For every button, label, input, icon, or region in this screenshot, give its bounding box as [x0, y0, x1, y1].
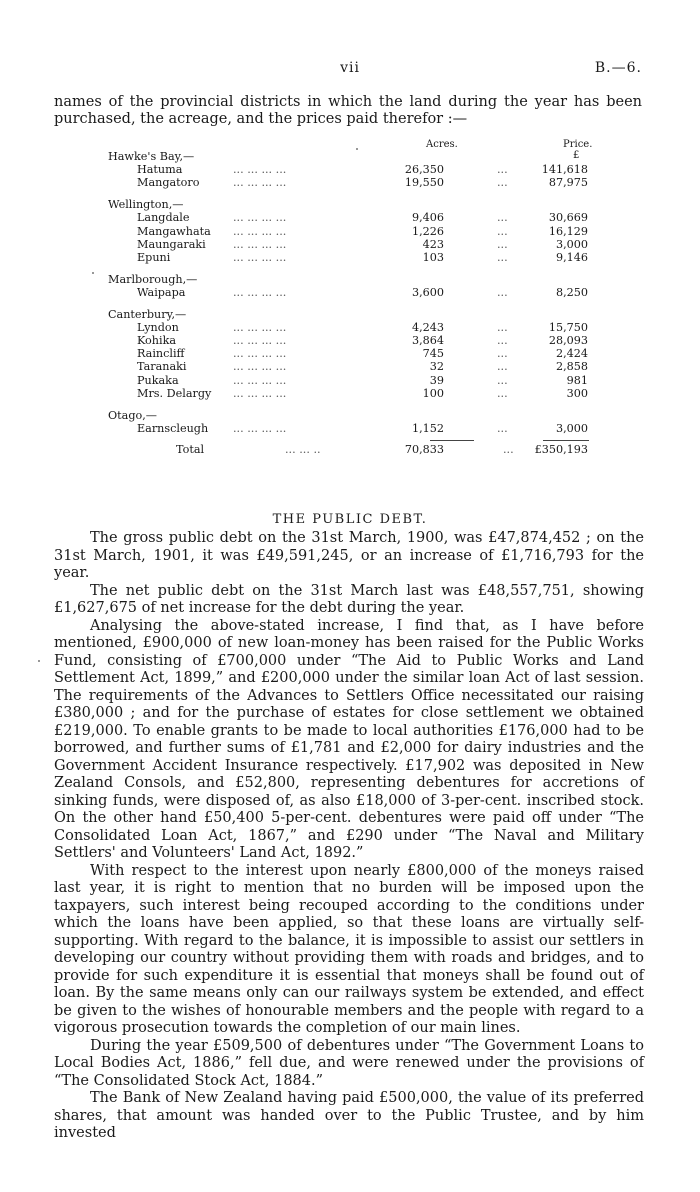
acres-value: 32 [429, 360, 444, 374]
leader-dots: ... ... ... ... [233, 373, 287, 387]
leader-dots: ... [497, 347, 508, 361]
district-name: Wellington,— [108, 198, 184, 212]
price-value: 2,858 [555, 360, 588, 374]
paragraph: The gross public debt on the 31st March, 1900, was £47,874,452 ; on the 31st March, 1901, it was £49,591,245, or an increase of £1,716,793 for the year. [54, 530, 644, 581]
acres-value: 1,226 [411, 224, 444, 238]
paragraph: The Bank of New Zealand having paid £500,000, the value of its preferred shares, that amount was handed over to the Public Trustee, and by him invested [54, 1090, 644, 1141]
price-value: 981 [566, 373, 588, 387]
table-row [0, 225, 700, 239]
leader-dots: ... ... ... ... [233, 347, 287, 361]
leader-dots: ... ... ... ... [233, 237, 287, 251]
table-row [0, 211, 700, 225]
table-row [0, 238, 700, 252]
price-value: 2,424 [555, 347, 588, 361]
district-row [0, 409, 700, 423]
district-row [0, 273, 700, 287]
acres-value: 3,600 [411, 285, 444, 299]
district-row [0, 198, 700, 212]
section-title: THE PUBLIC DEBT. [272, 512, 428, 527]
estate-name: Mangawhata [137, 224, 211, 238]
column-header-price-unit: £ [573, 150, 580, 161]
table-row [0, 286, 700, 300]
total-row [0, 443, 700, 457]
scan-speck [92, 272, 94, 274]
leader-dots: ... ... ... ... [233, 250, 287, 264]
acres-value: 4,243 [411, 321, 444, 335]
price-value: 15,750 [548, 321, 588, 335]
total-rule [543, 440, 589, 441]
leader-dots: ... [497, 224, 508, 238]
price-value: 8,250 [555, 285, 588, 299]
leader-dots: ... ... ... ... [233, 334, 287, 348]
table-row [0, 374, 700, 388]
leader-dots: ... [497, 334, 508, 348]
leader-dots: ... ... ... ... [233, 211, 287, 225]
estate-name: Hatuma [137, 163, 183, 177]
leader-dots: ... [497, 237, 508, 251]
acres-value: 19,550 [404, 176, 444, 190]
leader-dots: ... [497, 360, 508, 374]
paragraph: The net public debt on the 31st March last was £48,557,751, showing £1,627,675 of net increase for the debt during the year. [54, 582, 644, 616]
leader-dots: ... [497, 421, 508, 435]
table-row [0, 176, 700, 190]
total-acres: 70,833 [404, 442, 444, 456]
estate-name: Epuni [137, 250, 171, 264]
paragraph: Analysing the above-stated increase, I find that, as I have before mentioned, £900,000 of new loan-money has been raised for the Public Works Fund, consisting of £700,000 under “The Aid to Public Works and Land Settlement Act, 1899,” and £200,000 under the similar loan Act of last session. The requirements of the Advances to Settlers Office necessitated our raising £380,000 ; and for the purchase of estates for close settlement we obtained £219,000. To enable grants to be made to local authorities £176,000 had to be borrowed, and further sums of £1,781 and £2,000 for dairy industries and the Government Accident Insurance respectively. £17,902 was deposited in New Zealand Consols, and £52,800, representing debentures for accretions of sinking funds, were disposed of, as also £18,000 of 3-per-cent. inscribed stock. On the other hand £50,400 5-per-cent. debentures were paid off under “The Consolidated Loan Act, 1867,” and £290 under “The Naval and Military Settlers' and Volunteers' Land Act, 1892.” [54, 617, 644, 861]
total-label: Total [176, 442, 205, 456]
leader-dots: ... [497, 386, 508, 400]
leader-dots: ... [503, 442, 514, 456]
table-row [0, 321, 700, 335]
leader-dots: ... ... ... ... [233, 321, 287, 335]
leader-dots: ... [497, 285, 508, 299]
leader-dots: ... ... ... ... [233, 386, 287, 400]
table-row [0, 347, 700, 361]
intro-line: names of the provincial districts in which the land during the year has been [54, 94, 642, 110]
acres-value: 745 [422, 347, 444, 361]
table-row [0, 334, 700, 348]
acres-value: 26,350 [404, 163, 444, 177]
price-value: 16,129 [548, 224, 588, 238]
total-price: £350,193 [534, 442, 588, 456]
intro-text [54, 94, 642, 128]
price-value: 3,000 [555, 237, 588, 251]
leader-dots: ... ... ... ... [233, 285, 287, 299]
table-row [0, 387, 700, 401]
estate-name: Mrs. Delargy [137, 386, 212, 400]
paragraph: With respect to the interest upon nearly £800,000 of the moneys raised last year, it is right to mention that no burden will be imposed upon the taxpayers, such interest being recouped according to the conditions under which the loans have been applied, so that these loans are virtually self-supporting. With regard to the balance, it is impossible to assist our settlers in developing our country without providing them with roads and bridges, and to provide for such expenditure it is essential that moneys shall be found out of loan. By the same means only can our railways system be extended, and effect be given to the wishes of honourable members and the people with regard to a vigorous prosecution towards the completion of our main lines. [54, 862, 644, 1036]
acres-value: 103 [422, 250, 444, 264]
estate-name: Taranaki [137, 360, 187, 374]
body-text [54, 530, 644, 1143]
price-value: 28,093 [548, 334, 588, 348]
document-reference: B.—6. [594, 60, 642, 76]
paragraph: During the year £509,500 of debentures under “The Government Loans to Local Bodies Act, 1886,” fell due, and were renewed under the provisions of “The Consolidated Stock Act, 1884.” [54, 1037, 644, 1089]
total-rule [430, 440, 474, 441]
price-value: 30,669 [548, 211, 588, 225]
price-value: 141,618 [541, 163, 588, 177]
district-row [0, 308, 700, 322]
estate-name: Langdale [137, 211, 190, 225]
estate-name: Earnscleugh [137, 421, 209, 435]
leader-dots: ... [497, 321, 508, 335]
scan-speck [38, 660, 40, 662]
estate-name: Pukaka [137, 373, 179, 387]
table-row [0, 251, 700, 265]
column-header-price: Price. [563, 139, 593, 150]
leader-dots: ... [497, 211, 508, 225]
column-header-acres: Acres. [426, 139, 458, 150]
price-value: 300 [566, 386, 588, 400]
leader-dots: ... ... ... ... [233, 163, 287, 177]
scan-speck [356, 148, 358, 150]
leader-dots: ... ... ... ... [233, 224, 287, 238]
leader-dots: ... ... ... ... [233, 360, 287, 374]
estate-name: Maungaraki [137, 237, 206, 251]
price-value: 87,975 [548, 176, 588, 190]
estate-name: Raincliff [137, 347, 185, 361]
table-row [0, 422, 700, 436]
leader-dots: ... ... .. [285, 442, 321, 456]
acres-value: 3,864 [411, 334, 444, 348]
district-row [0, 150, 700, 164]
page-number: vii [340, 60, 360, 76]
district-name: Canterbury,— [108, 308, 187, 321]
district-name: Otago,— [108, 408, 157, 422]
leader-dots: ... ... ... ... [233, 421, 287, 435]
estate-name: Kohika [137, 334, 177, 348]
acres-value: 423 [422, 237, 444, 251]
table-row [0, 360, 700, 374]
acres-value: 100 [422, 386, 444, 400]
price-value: 9,146 [555, 250, 588, 264]
intro-line: purchased, the acreage, and the prices paid therefor :— [54, 111, 468, 127]
leader-dots: ... [497, 250, 508, 264]
district-name: Marlborough,— [108, 272, 198, 286]
table-row [0, 163, 700, 177]
estate-name: Lyndon [137, 321, 179, 335]
leader-dots: ... ... ... ... [233, 176, 287, 190]
leader-dots: ... [497, 176, 508, 190]
estate-name: Mangatoro [137, 176, 200, 190]
price-value: 3,000 [555, 421, 588, 435]
estate-name: Waipapa [137, 285, 186, 299]
acres-value: 1,152 [411, 421, 444, 435]
leader-dots: ... [497, 163, 508, 177]
acres-value: 39 [429, 373, 444, 387]
acres-value: 9,406 [411, 211, 444, 225]
district-name: Hawke's Bay,— [108, 150, 195, 163]
leader-dots: ... [497, 373, 508, 387]
